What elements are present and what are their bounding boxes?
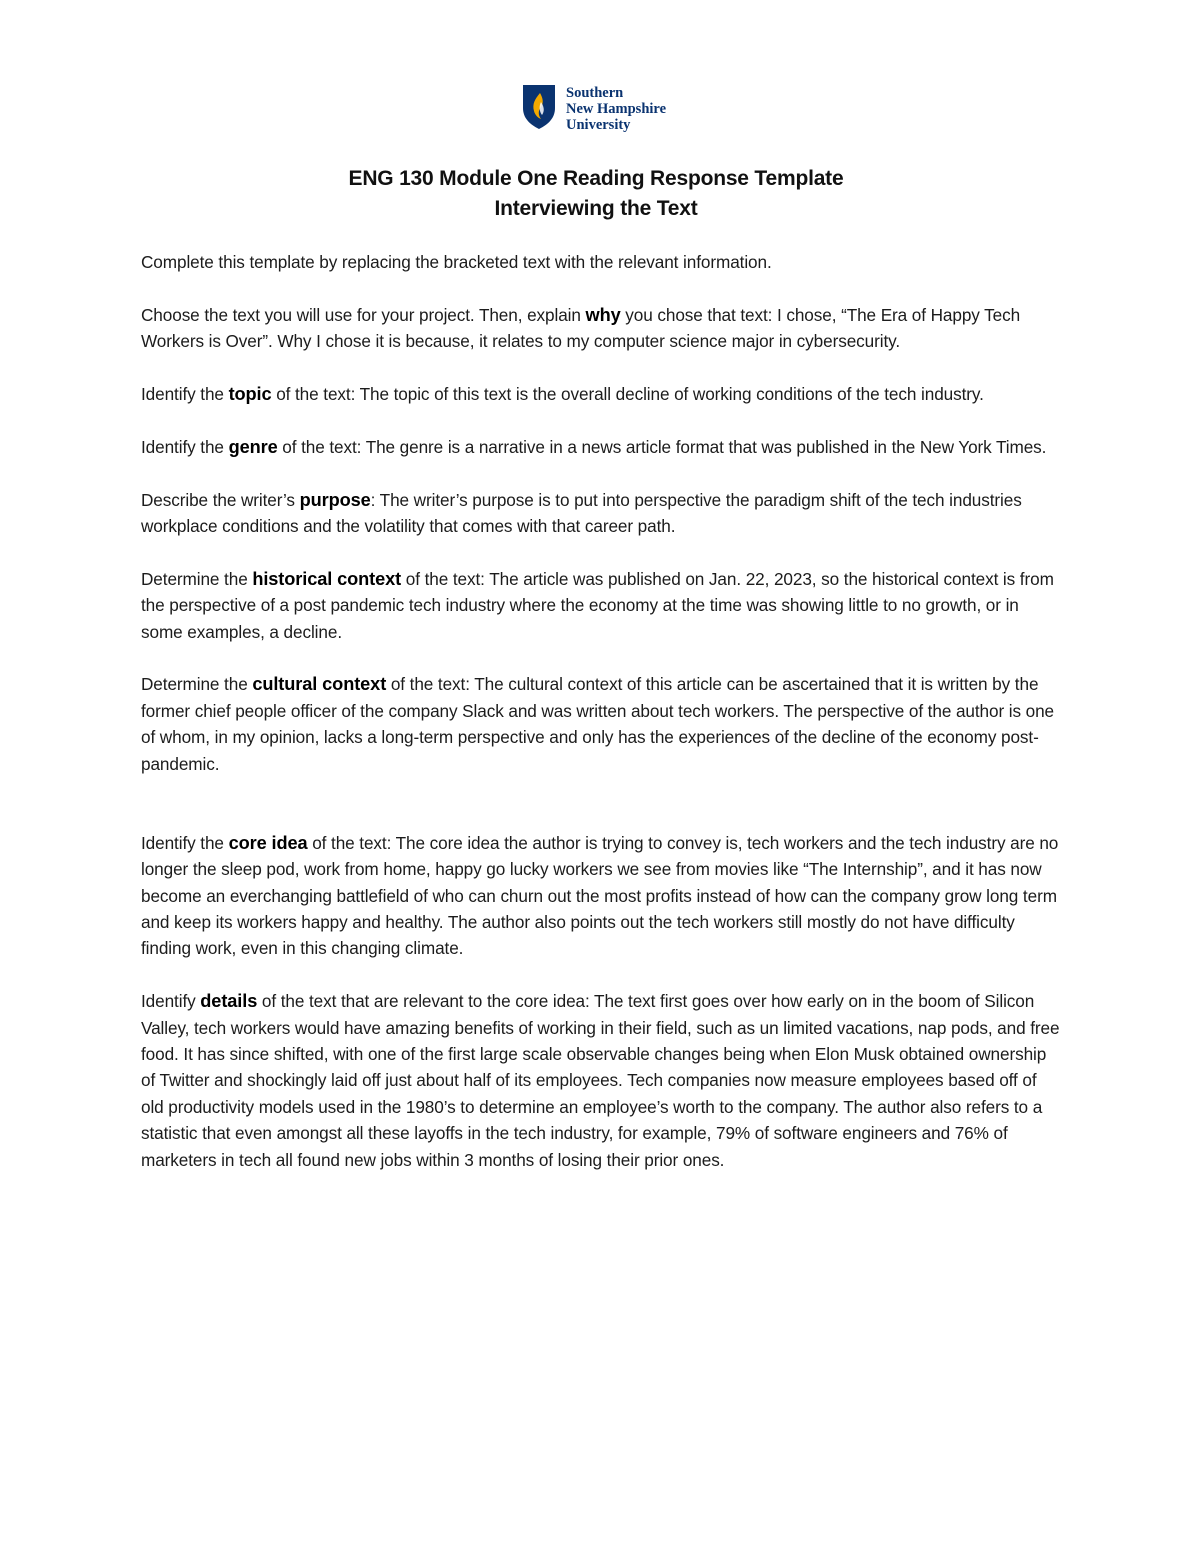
document-body [141,249,1061,1199]
core-idea-paragraph [141,830,1061,962]
prompt-text: Choose the text you will use for your project. Then, explain [141,304,586,325]
response-text: of the text that are relevant to the core idea: The text first goes over how early on in the boom of Silicon Valley, tech workers would have amazing benefits of working in their field, such as un limited vacations, nap pods, and free food. It has since shifted, with one of the first large scale observable changes being when Elon Musk obtained ownership of Twitter and shockingly laid off just about half of its employees. Tech companies now measure employees based off of old productivity models used in the 1980’s to determine an employee’s worth to the company. The author also refers to a statistic that even amongst all these layoffs in the tech industry, for example, 79% of software engineers and 76% of marketers in tech all found new jobs within 3 months of losing their prior ones. [141,991,1060,1170]
topic-paragraph [141,381,1061,407]
snhu-logo [522,84,666,133]
cultural-context-paragraph [141,671,1061,777]
prompt-text: Identify the [141,384,229,404]
why-paragraph [141,302,1061,355]
shield-flame-icon [522,84,556,130]
keyword-why: why [585,304,621,325]
keyword-core-idea: core idea [228,832,308,853]
keyword-topic: topic [228,384,272,404]
response-text: of the text: The cultural context of this article can be ascertained that it is written by the former chief people officer of the company Slack and was written about tech workers. The perspective of the author is one of whom, in my opinion, lacks a long-term perspective and only has the experiences of the decline of the economy post-pandemic. [141,674,1055,774]
prompt-text: Determine the [141,674,253,695]
document-title [0,164,1192,224]
response-text: of the text: The genre is a narrative in a news article format that was published in the New York Times. [277,436,1047,457]
keyword-purpose: purpose [299,489,371,510]
keyword-details: details [200,991,258,1012]
logo-wordmark [566,85,666,133]
title-line: ENG 130 Module One Reading Response Template [348,167,844,190]
keyword-genre: genre [228,436,278,457]
intro-paragraph: Complete this template by replacing the bracketed text with the relevant information. [141,252,772,272]
keyword-historical-context: historical context [252,568,402,589]
purpose-paragraph [141,487,1061,540]
prompt-text: Identify the [141,832,229,853]
logo-line: New Hampshire [566,101,667,117]
prompt-text: Describe the writer’s [141,489,300,510]
response-text: of the text: The article was published on Jan. 22, 2023, so the historical context is from the perspective of a post pandemic tech industry where the economy at the time was showing little to no growth, or in some examples, a decline. [141,568,1054,642]
response-text: you chose that text: I chose, “The Era of Happy Tech Workers is Over”. Why I chose it is because, it relates to my computer science major in cybersecurity. [141,304,1021,352]
historical-context-paragraph [141,566,1061,645]
prompt-text: Identify [141,991,201,1012]
details-paragraph [141,988,1061,1173]
response-text: of the text: The core idea the author is trying to convey is, tech workers and the tech industry are no longer the sleep pod, work from home, happy go lucky workers we see from movies like “The Internship”, and it has now become an everchanging battlefield of who can churn out the most profits instead of how can the company grow long term and keep its workers happy and healthy. The author also points out the tech workers still mostly do not have difficulty finding work, even in this changing climate. [141,832,1059,959]
prompt-text: Identify the [141,436,229,457]
response-text: : The writer’s purpose is to put into perspective the paradigm shift of the tech industries workplace conditions and the volatility that comes with that career path. [141,489,1022,536]
response-text: of the text: The topic of this text is the overall decline of working conditions of the tech industry. [271,384,984,404]
genre-paragraph [141,434,1061,460]
keyword-cultural-context: cultural context [252,674,387,695]
logo-line: University [566,117,631,133]
subtitle-line: Interviewing the Text [494,197,698,220]
logo-line: Southern [566,85,624,101]
prompt-text: Determine the [141,568,253,589]
